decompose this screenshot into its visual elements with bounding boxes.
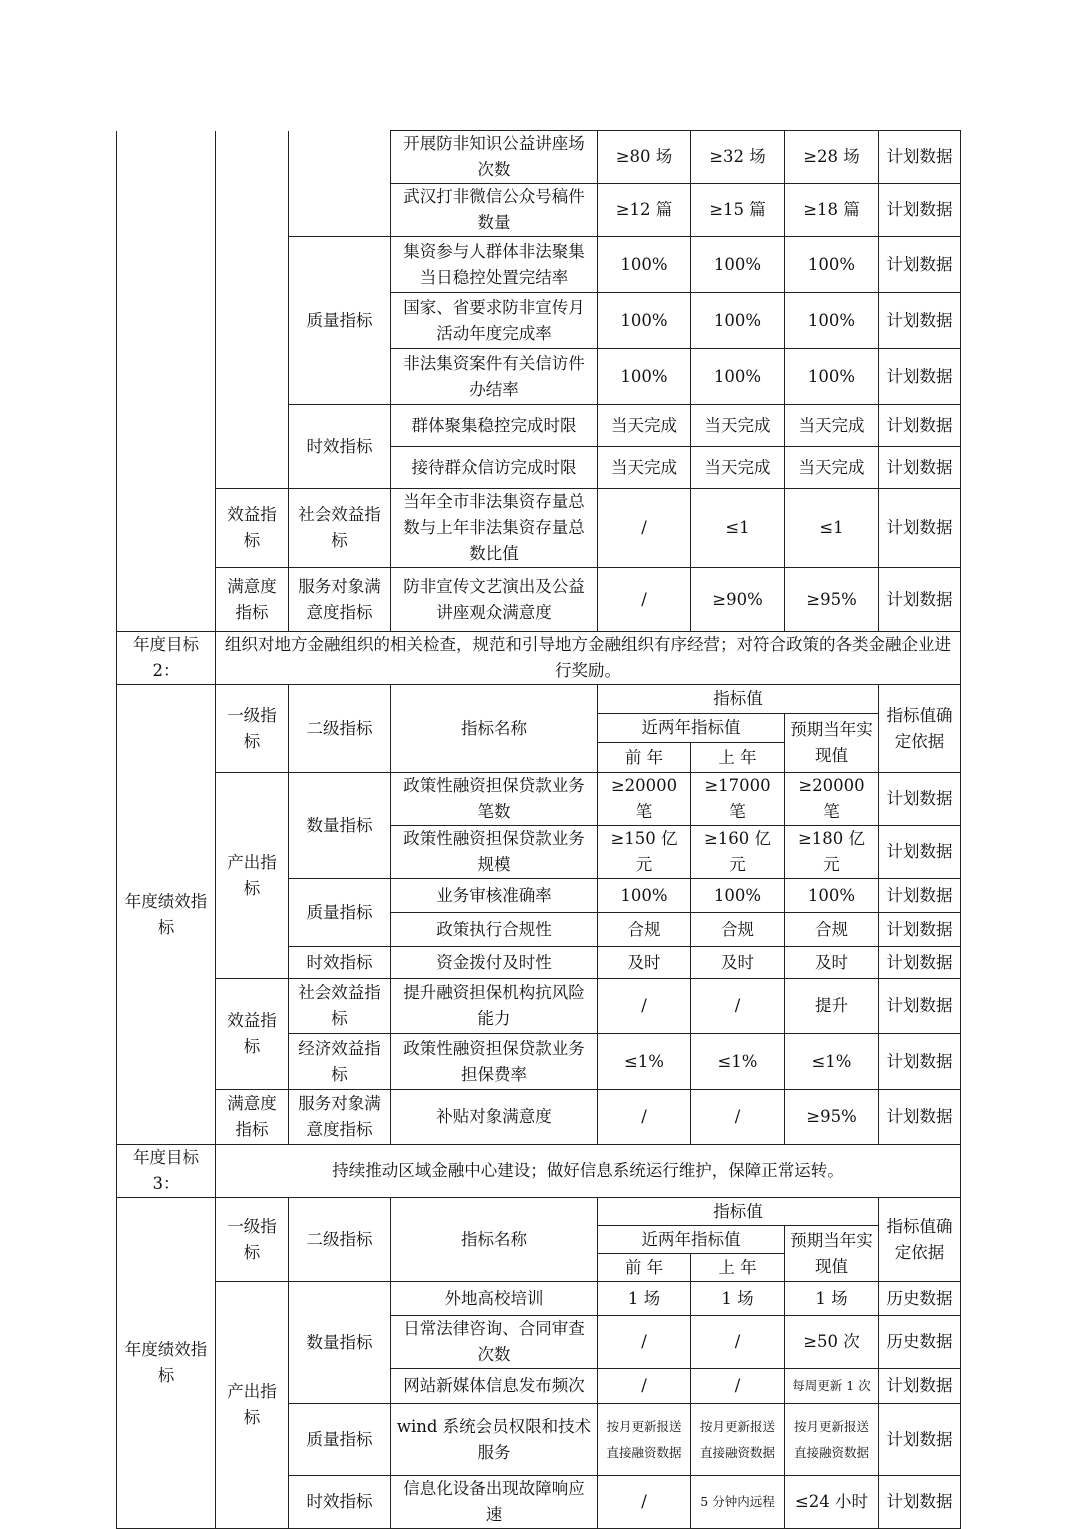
prev-year-value: / bbox=[598, 489, 691, 568]
prev-year-value: ≥150 亿元 bbox=[598, 826, 691, 879]
basis-value: 计划数据 bbox=[879, 131, 961, 184]
table-row bbox=[117, 568, 961, 632]
indicator-name: 武汉打非微信公众号稿件数量 bbox=[391, 184, 598, 237]
expected-value: ≥28 场 bbox=[785, 131, 879, 184]
prev-year-value: / bbox=[598, 1316, 691, 1369]
header-value: 指标值 bbox=[598, 1198, 879, 1226]
header-prev: 前 年 bbox=[598, 743, 691, 773]
prev-year-value: / bbox=[598, 1369, 691, 1404]
prev-year-value: 1 场 bbox=[598, 1282, 691, 1316]
last-year-value: 合规 bbox=[691, 913, 785, 947]
last-year-value: 5 分钟内远程 bbox=[691, 1476, 785, 1529]
prev-year-value: ≥12 篇 bbox=[598, 184, 691, 237]
basis-value: 计划数据 bbox=[879, 947, 961, 979]
expected-value: 当天完成 bbox=[785, 447, 879, 489]
last-year-value: / bbox=[691, 1369, 785, 1404]
basis-value: 计划数据 bbox=[879, 879, 961, 913]
expected-value: ≥20000 笔 bbox=[785, 773, 879, 826]
level1-label: 产出指标 bbox=[216, 1282, 289, 1529]
prev-year-value: / bbox=[598, 979, 691, 1034]
indicator-name: 资金拨付及时性 bbox=[391, 947, 598, 979]
last-year-value: 1 场 bbox=[691, 1282, 785, 1316]
expected-value: ≤1% bbox=[785, 1034, 879, 1090]
last-year-value: 当天完成 bbox=[691, 405, 785, 447]
indicator-name: wind 系统会员权限和技术服务 bbox=[391, 1404, 598, 1476]
prev-year-value: 100% bbox=[598, 349, 691, 405]
last-year-value: 及时 bbox=[691, 947, 785, 979]
basis-value: 计划数据 bbox=[879, 1404, 961, 1476]
level1-label: 效益指标 bbox=[216, 489, 289, 568]
basis-value: 计划数据 bbox=[879, 979, 961, 1034]
prev-year-value: 当天完成 bbox=[598, 405, 691, 447]
header-value: 指标值 bbox=[598, 685, 879, 714]
goal3-text: 持续推动区域金融中心建设；做好信息系统运行维护，保障正常运转。 bbox=[216, 1145, 961, 1198]
indicator-name: 信息化设备出现故障响应速 bbox=[391, 1476, 598, 1529]
basis-value: 历史数据 bbox=[879, 1282, 961, 1316]
basis-value: 计划数据 bbox=[879, 405, 961, 447]
indicator-name: 群体聚集稳控完成时限 bbox=[391, 405, 598, 447]
last-year-value: ≥17000 笔 bbox=[691, 773, 785, 826]
expected-value: ≥50 次 bbox=[785, 1316, 879, 1369]
last-year-value: ≤1% bbox=[691, 1034, 785, 1090]
header-recent: 近两年指标值 bbox=[598, 714, 785, 743]
level1-label: 满意度指标 bbox=[216, 1090, 289, 1145]
header-level1: 一级指标 bbox=[216, 685, 289, 773]
basis-value: 计划数据 bbox=[879, 184, 961, 237]
header-name: 指标名称 bbox=[391, 685, 598, 773]
expected-value: ≥18 篇 bbox=[785, 184, 879, 237]
section1-quantity-cell bbox=[289, 131, 391, 237]
level2-label: 质量指标 bbox=[289, 879, 391, 947]
level2-label: 社会效益指标 bbox=[289, 979, 391, 1034]
basis-value: 计划数据 bbox=[879, 349, 961, 405]
indicator-name: 防非宣传文艺演出及公益讲座观众满意度 bbox=[391, 568, 598, 632]
level2-label: 时效指标 bbox=[289, 405, 391, 489]
table-row bbox=[117, 773, 961, 826]
last-year-value: 100% bbox=[691, 293, 785, 349]
performance-indicator-table bbox=[116, 130, 961, 1529]
prev-year-value: / bbox=[598, 1090, 691, 1145]
header-level2: 二级指标 bbox=[289, 1198, 391, 1282]
indicator-name: 接待群众信访完成时限 bbox=[391, 447, 598, 489]
expected-value: 当天完成 bbox=[785, 405, 879, 447]
header-expected: 预期当年实现值 bbox=[785, 714, 879, 773]
last-year-value: ≥32 场 bbox=[691, 131, 785, 184]
level2-label: 服务对象满意度指标 bbox=[289, 568, 391, 632]
basis-value: 计划数据 bbox=[879, 447, 961, 489]
header-recent: 近两年指标值 bbox=[598, 1226, 785, 1254]
last-year-value: ≥160 亿元 bbox=[691, 826, 785, 879]
last-year-value: 按月更新报送直接融资数据 bbox=[691, 1404, 785, 1476]
header-prev: 前 年 bbox=[598, 1254, 691, 1282]
basis-value: 计划数据 bbox=[879, 568, 961, 632]
indicator-name: 外地高校培训 bbox=[391, 1282, 598, 1316]
expected-value: 按月更新报送直接融资数据 bbox=[785, 1404, 879, 1476]
expected-value: ≥180 亿元 bbox=[785, 826, 879, 879]
basis-value: 计划数据 bbox=[879, 237, 961, 293]
expected-value: ≤24 小时 bbox=[785, 1476, 879, 1529]
level2-label: 服务对象满意度指标 bbox=[289, 1090, 391, 1145]
header-basis: 指标值确定依据 bbox=[879, 685, 961, 773]
table-row bbox=[117, 979, 961, 1034]
section2-side-label: 年度绩效指标 bbox=[117, 685, 216, 1145]
level2-label: 数量指标 bbox=[289, 773, 391, 879]
header-level1: 一级指标 bbox=[216, 1198, 289, 1282]
expected-value: ≥95% bbox=[785, 568, 879, 632]
header-name: 指标名称 bbox=[391, 1198, 598, 1282]
expected-value: ≤1 bbox=[785, 489, 879, 568]
basis-value: 计划数据 bbox=[879, 1090, 961, 1145]
level2-label: 经济效益指标 bbox=[289, 1034, 391, 1090]
indicator-name: 补贴对象满意度 bbox=[391, 1090, 598, 1145]
indicator-name: 集资参与人群体非法聚集当日稳控处置完结率 bbox=[391, 237, 598, 293]
header-level2: 二级指标 bbox=[289, 685, 391, 773]
section1-side-cell bbox=[117, 131, 216, 632]
prev-year-value: / bbox=[598, 568, 691, 632]
last-year-value: / bbox=[691, 1090, 785, 1145]
prev-year-value: 按月更新报送直接融资数据 bbox=[598, 1404, 691, 1476]
goal3-label: 年度目标 3： bbox=[117, 1145, 216, 1198]
last-year-value: 当天完成 bbox=[691, 447, 785, 489]
header-basis: 指标值确定依据 bbox=[879, 1198, 961, 1282]
last-year-value: 100% bbox=[691, 237, 785, 293]
goal2-label: 年度目标 2： bbox=[117, 632, 216, 685]
expected-value: 1 场 bbox=[785, 1282, 879, 1316]
prev-year-value: 及时 bbox=[598, 947, 691, 979]
last-year-value: / bbox=[691, 1316, 785, 1369]
level1-label: 产出指标 bbox=[216, 773, 289, 979]
indicator-name: 非法集资案件有关信访件办结率 bbox=[391, 349, 598, 405]
last-year-value: 100% bbox=[691, 879, 785, 913]
goal-row bbox=[117, 632, 961, 685]
expected-value: 100% bbox=[785, 293, 879, 349]
last-year-value: 100% bbox=[691, 349, 785, 405]
indicator-name: 政策性融资担保贷款业务担保费率 bbox=[391, 1034, 598, 1090]
basis-value: 计划数据 bbox=[879, 773, 961, 826]
basis-value: 计划数据 bbox=[879, 293, 961, 349]
basis-value: 计划数据 bbox=[879, 913, 961, 947]
last-year-value: ≥90% bbox=[691, 568, 785, 632]
indicator-name: 日常法律咨询、合同审查次数 bbox=[391, 1316, 598, 1369]
goal-row bbox=[117, 1145, 961, 1198]
section1-output-cell bbox=[216, 131, 289, 489]
indicator-name: 国家、省要求防非宣传月活动年度完成率 bbox=[391, 293, 598, 349]
table-row bbox=[117, 1282, 961, 1316]
basis-value: 计划数据 bbox=[879, 826, 961, 879]
prev-year-value: ≤1% bbox=[598, 1034, 691, 1090]
basis-value: 历史数据 bbox=[879, 1316, 961, 1369]
basis-value: 计划数据 bbox=[879, 489, 961, 568]
basis-value: 计划数据 bbox=[879, 1369, 961, 1404]
level2-label: 时效指标 bbox=[289, 947, 391, 979]
prev-year-value: ≥20000 笔 bbox=[598, 773, 691, 826]
expected-value: 100% bbox=[785, 879, 879, 913]
last-year-value: ≥15 篇 bbox=[691, 184, 785, 237]
indicator-name: 政策执行合规性 bbox=[391, 913, 598, 947]
prev-year-value: 合规 bbox=[598, 913, 691, 947]
expected-value: 每周更新 1 次 bbox=[785, 1369, 879, 1404]
level2-label: 质量指标 bbox=[289, 237, 391, 405]
last-year-value: ≤1 bbox=[691, 489, 785, 568]
level2-label: 社会效益指标 bbox=[289, 489, 391, 568]
expected-value: 100% bbox=[785, 237, 879, 293]
indicator-name: 政策性融资担保贷款业务规模 bbox=[391, 826, 598, 879]
expected-value: 提升 bbox=[785, 979, 879, 1034]
prev-year-value: 100% bbox=[598, 879, 691, 913]
table-row bbox=[117, 131, 961, 184]
indicator-name: 开展防非知识公益讲座场次数 bbox=[391, 131, 598, 184]
section3-side-label: 年度绩效指标 bbox=[117, 1198, 216, 1529]
expected-value: 100% bbox=[785, 349, 879, 405]
header-expected: 预期当年实现值 bbox=[785, 1226, 879, 1282]
level2-label: 数量指标 bbox=[289, 1282, 391, 1404]
indicator-name: 网站新媒体信息发布频次 bbox=[391, 1369, 598, 1404]
expected-value: 及时 bbox=[785, 947, 879, 979]
basis-value: 计划数据 bbox=[879, 1034, 961, 1090]
header-row bbox=[117, 1198, 961, 1226]
header-last: 上 年 bbox=[691, 743, 785, 773]
goal2-text: 组织对地方金融组织的相关检查，规范和引导地方金融组织有序经营；对符合政策的各类金融企业进行奖励。 bbox=[216, 632, 961, 685]
prev-year-value: ≥80 场 bbox=[598, 131, 691, 184]
indicator-name: 提升融资担保机构抗风险能力 bbox=[391, 979, 598, 1034]
last-year-value: / bbox=[691, 979, 785, 1034]
indicator-name: 业务审核准确率 bbox=[391, 879, 598, 913]
level1-label: 满意度指标 bbox=[216, 568, 289, 632]
level1-label: 效益指标 bbox=[216, 979, 289, 1090]
expected-value: 合规 bbox=[785, 913, 879, 947]
header-last: 上 年 bbox=[691, 1254, 785, 1282]
table-row bbox=[117, 1090, 961, 1145]
level2-label: 时效指标 bbox=[289, 1476, 391, 1529]
indicator-name: 当年全市非法集资存量总数与上年非法集资存量总数比值 bbox=[391, 489, 598, 568]
basis-value: 计划数据 bbox=[879, 1476, 961, 1529]
prev-year-value: 100% bbox=[598, 237, 691, 293]
prev-year-value: 当天完成 bbox=[598, 447, 691, 489]
expected-value: ≥95% bbox=[785, 1090, 879, 1145]
header-row bbox=[117, 685, 961, 714]
level2-label: 质量指标 bbox=[289, 1404, 391, 1476]
prev-year-value: / bbox=[598, 1476, 691, 1529]
table-row bbox=[117, 489, 961, 568]
indicator-name: 政策性融资担保贷款业务笔数 bbox=[391, 773, 598, 826]
prev-year-value: 100% bbox=[598, 293, 691, 349]
